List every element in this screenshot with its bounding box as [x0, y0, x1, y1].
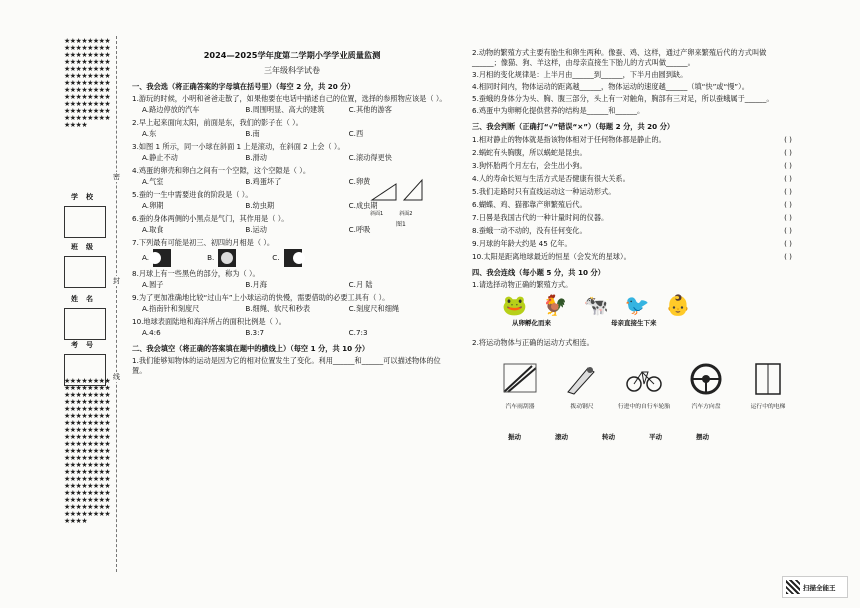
- class-field: 班级: [64, 242, 108, 288]
- fill-question-5: 5.蚕蛾的身体分为头、胸、腹三部分，头上有一对触角，胸部有三对足，所以蚕蛾属于______。: [472, 94, 774, 103]
- fill-question-1: 1.我们能够知物体的运动是因为它的相对位置发生了变化。利用______和______可以描述物体的位置。: [132, 356, 441, 375]
- viviparous-label[interactable]: 母亲直接生下来: [611, 319, 657, 327]
- qr-code-icon: [786, 580, 800, 594]
- judge-answer-slot[interactable]: ( ): [784, 174, 792, 183]
- option[interactable]: C.呼吸: [348, 225, 371, 234]
- judge-text: 9.月球的年龄大约是 45 亿年。: [472, 239, 572, 248]
- fill-question-4: 4.相同时间内，物体运动的距离越______，物体运动的速度越______（填“快”或“慢”）。: [472, 82, 749, 91]
- elevator-item[interactable]: 运行中的电梯: [748, 362, 788, 412]
- section4-heading: 四、我会连线（每小题 5 分，共 10 分）: [472, 268, 605, 277]
- binding-strip: [58, 32, 118, 580]
- option[interactable]: C.西: [348, 129, 364, 138]
- question-1: 1.游玩的时候，小明和爸爸走散了，如果他要在电话中描述自己的位置，选择的参照物应该是（ ）。: [132, 94, 447, 103]
- moon-phase-b-icon: [218, 249, 236, 267]
- judge-text: 6.蝴蝶、鸡、猫都靠产卵繁殖后代。: [472, 200, 587, 209]
- judge-item: [472, 239, 792, 249]
- judge-list: [472, 135, 792, 262]
- option[interactable]: A.路边停放的汽车: [142, 105, 200, 114]
- slope-figure: [370, 178, 434, 228]
- slope-diagram: [370, 178, 434, 212]
- star-border-bottom: ★★★★★★★★★★★★★★★★★★★★★★★★★★★★★★★★★★★★★★★★★★★★★★★★★★★★★★★★★★★★★★★★★★★★★★★★★★★★★★★★★★★★★★★★★★★★★★★★★★★★★★★★★★★★★★★★★★★★★★★★★★★★★★★★★★★★★★★★★★★★★★★★★★★★★★★★★★★★★★★★★★★★: [64, 377, 111, 525]
- option[interactable]: A.静止不动: [142, 153, 178, 162]
- name-field: 姓名: [64, 294, 108, 340]
- moon-phase-a-icon: [153, 249, 171, 267]
- option[interactable]: A.东: [142, 129, 157, 138]
- judge-text: 10.太阳是距离地球最近的恒星（会发光的星球）。: [472, 252, 631, 261]
- judge-item: [472, 187, 792, 197]
- judge-answer-slot[interactable]: ( ): [784, 187, 792, 196]
- option[interactable]: B.鸡蛋坏了: [245, 177, 282, 186]
- option[interactable]: B.滑动: [245, 153, 267, 162]
- question-5: 5.蚕的一生中需要进食的阶段是（ ）。: [132, 190, 253, 199]
- fill-question-6: 6.鸡蛋中为卵孵化提供营养的结构是______和______。: [472, 106, 645, 115]
- options-3: [142, 153, 452, 163]
- option[interactable]: C.其他的游客: [348, 105, 392, 114]
- option[interactable]: C.月 陆: [348, 280, 373, 289]
- question-8: 8.月球上有一些黑色的部分，称为（ ）。: [132, 269, 260, 278]
- option[interactable]: B.3:7: [245, 328, 265, 337]
- option[interactable]: C.7:3: [348, 328, 368, 337]
- judge-text: 4.人的寿命长短与生活方式是否健康有很大关系。: [472, 174, 630, 183]
- options-10: [142, 328, 452, 338]
- figure-label: 图1: [396, 221, 406, 228]
- bicycle-item[interactable]: 行进中的自行车轮胎: [624, 362, 664, 412]
- moon-phase-options: [142, 249, 452, 267]
- option[interactable]: A.: [142, 253, 150, 262]
- wiper-icon: [502, 362, 538, 396]
- question-6: 6.蚕的身体两侧的小黑点是气门，其作用是（ ）。: [132, 214, 289, 223]
- option[interactable]: C.成虫期: [348, 201, 378, 210]
- school-input[interactable]: [64, 206, 106, 238]
- options-8: [142, 280, 452, 290]
- judge-text: 1.相对静止的物体就是指该物体相对于任何物体都是静止的。: [472, 135, 666, 144]
- motion-swinging[interactable]: 摆动: [696, 433, 709, 441]
- bicycle-icon: [626, 362, 662, 396]
- baby-icon[interactable]: 👶: [665, 293, 691, 317]
- judge-answer-slot[interactable]: ( ): [784, 213, 792, 222]
- judge-item: [472, 148, 792, 158]
- elevator-icon: [750, 362, 786, 396]
- match-question-2: 2.将运动物体与正确的运动方式相连。: [472, 338, 594, 347]
- judge-text: 7.日晷是我国古代的一种计量时间的仪器。: [472, 213, 609, 222]
- judge-text: 5.我们走路时只有直线运动这一种运动形式。: [472, 187, 616, 196]
- option[interactable]: A.圆子: [142, 280, 164, 289]
- question-7: 7.下列最有可能是初三、初四的月相是（ ）。: [132, 238, 275, 247]
- option[interactable]: C.刻度尺和细绳: [348, 304, 400, 313]
- animal-row: [502, 293, 792, 317]
- exam-number-field: 考号: [64, 340, 108, 386]
- judge-item: [472, 135, 792, 145]
- judge-text: 8.蚕蛾一动不动的，没有任何变化。: [472, 226, 587, 235]
- judge-text: 2.蜗蛇有头胸腹，所以蜗蛇是昆虫。: [472, 148, 587, 157]
- option[interactable]: A.4:6: [142, 328, 161, 337]
- option[interactable]: B.幼虫期: [245, 201, 275, 210]
- seal-mark-xian: 线: [113, 373, 120, 381]
- motion-rolling[interactable]: 滚动: [555, 433, 568, 441]
- options-2: [142, 129, 452, 139]
- judge-item: [472, 174, 792, 184]
- question-4: 4.鸡蛋的卵壳和卵白之间有一个空隙，这个空隙是（ ）。: [132, 166, 311, 175]
- option[interactable]: C.: [272, 253, 280, 262]
- judge-item: [472, 252, 792, 262]
- steel-ruler-item[interactable]: 拨动钢尺: [562, 362, 602, 412]
- judge-answer-slot[interactable]: ( ): [784, 135, 792, 144]
- slope1-label: 斜面1: [370, 211, 384, 217]
- section1-heading: 一、我会选（将正确答案的字母填在括号里）（每空 2 分，共 20 分）: [132, 82, 355, 91]
- wiper-item[interactable]: 汽车雨刮器: [500, 362, 540, 412]
- judge-answer-slot[interactable]: ( ): [784, 226, 792, 235]
- motion-types-row: [508, 432, 792, 442]
- judge-item: [472, 213, 792, 223]
- reproduction-row: [512, 318, 792, 328]
- option[interactable]: B.周围明显、高大的建筑: [245, 105, 325, 114]
- motion-rotation[interactable]: 转动: [602, 433, 615, 441]
- oviparous-label[interactable]: 从卵孵化而来: [512, 319, 551, 327]
- scanner-badge: [782, 576, 848, 598]
- options-9: [142, 304, 452, 314]
- judge-item: [472, 161, 792, 171]
- match-question-1: 1.请选择动物正确的繁殖方式。: [472, 280, 573, 289]
- class-input[interactable]: [64, 256, 106, 288]
- seal-mark-mi: 密: [113, 173, 120, 181]
- option[interactable]: A.卵期: [142, 201, 164, 210]
- exam-title: 2024—2025学年度第二学期小学学业质量监测: [203, 50, 381, 60]
- frog-icon[interactable]: 🐸: [502, 293, 527, 317]
- bird-icon[interactable]: 🐦: [624, 293, 650, 317]
- option[interactable]: A.指南针和刻度尺: [142, 304, 200, 313]
- slope2-label: 斜面2: [399, 211, 413, 217]
- right-column: [472, 46, 792, 442]
- star-border-top: ★★★★★★★★★★★★★★★★★★★★★★★★★★★★★★★★★★★★★★★★★★★★★★★★★★★★★★★★★★★★★★★★★★★★★★★★★★★★★★★★★★★★★★★★★★★★★★★★★★★★: [64, 37, 111, 129]
- question-9: 9.为了更加准确地比较“过山车”上小球运动的快慢，需要借助的必要工具有（ ）。: [132, 293, 390, 302]
- question-10: 10.地球表面陆地和海洋所占的面积比例是（ ）。: [132, 317, 286, 326]
- seal-line: [116, 36, 117, 572]
- question-2: 2.早上起来面向太阳，前面是东，我们的影子在（ ）。: [132, 118, 303, 127]
- option[interactable]: B.南: [245, 129, 260, 138]
- judge-text: 3.狗怀胎两个月左右，会生出小狗。: [472, 161, 587, 170]
- option[interactable]: B.细绳、软尺和秒表: [245, 304, 311, 313]
- scanner-label: 扫描全能王: [803, 583, 836, 592]
- option[interactable]: B.运动: [245, 225, 267, 234]
- school-field: 学校: [64, 192, 108, 238]
- judge-item: [472, 226, 792, 236]
- section2-heading: 二、我会填空（将正确的答案填在题中的横线上）（每空 1 分，共 10 分）: [132, 344, 370, 353]
- judge-answer-slot[interactable]: ( ): [784, 148, 792, 157]
- name-input[interactable]: [64, 308, 106, 340]
- judge-answer-slot[interactable]: ( ): [784, 252, 792, 261]
- option[interactable]: A.取食: [142, 225, 164, 234]
- fill-question-2: 2.动物的繁殖方式主要有胎生和卵生两种。像蚕、鸡、这样，通过产卵来繁殖后代的方式叫做______；像猫、狗、羊这样，由母亲直接生下胎儿的方式叫做______。: [472, 48, 767, 67]
- rooster-icon[interactable]: 🐓: [542, 293, 568, 317]
- option[interactable]: C.滚动得更快: [348, 153, 392, 162]
- option[interactable]: B.月海: [245, 280, 267, 289]
- moving-objects-row: [500, 362, 792, 412]
- fill-question-3: 3.月相的变化规律是：上半月由______到______，下半月由圆到缺。: [472, 70, 688, 79]
- options-1: [142, 105, 452, 115]
- question-3: 3.如图 1 所示，同一小球在斜面 1 上是滚动，在斜面 2 上会（ ）。: [132, 142, 345, 151]
- judge-answer-slot[interactable]: ( ): [784, 161, 792, 170]
- cow-icon[interactable]: 🐄: [583, 293, 609, 317]
- exam-subtitle: 三年级科学试卷: [264, 66, 320, 75]
- option[interactable]: A.气室: [142, 177, 164, 186]
- seal-mark-feng: 封: [113, 277, 120, 285]
- option[interactable]: B.: [207, 253, 215, 262]
- moon-phase-c-icon: [284, 249, 302, 267]
- motion-translation[interactable]: 平动: [649, 433, 662, 441]
- judge-item: [472, 200, 792, 210]
- steering-wheel-icon: [688, 362, 724, 396]
- motion-vibration[interactable]: 振动: [508, 433, 521, 441]
- judge-answer-slot[interactable]: ( ): [784, 239, 792, 248]
- ruler-icon: [564, 362, 600, 396]
- section3-heading: 三、我会判断（正确打“√”错误“×”）（每题 2 分，共 20 分）: [472, 122, 675, 131]
- steering-wheel-item[interactable]: 汽车方向盘: [686, 362, 726, 412]
- option[interactable]: C.卵黄: [348, 177, 371, 186]
- judge-answer-slot[interactable]: ( ): [784, 200, 792, 209]
